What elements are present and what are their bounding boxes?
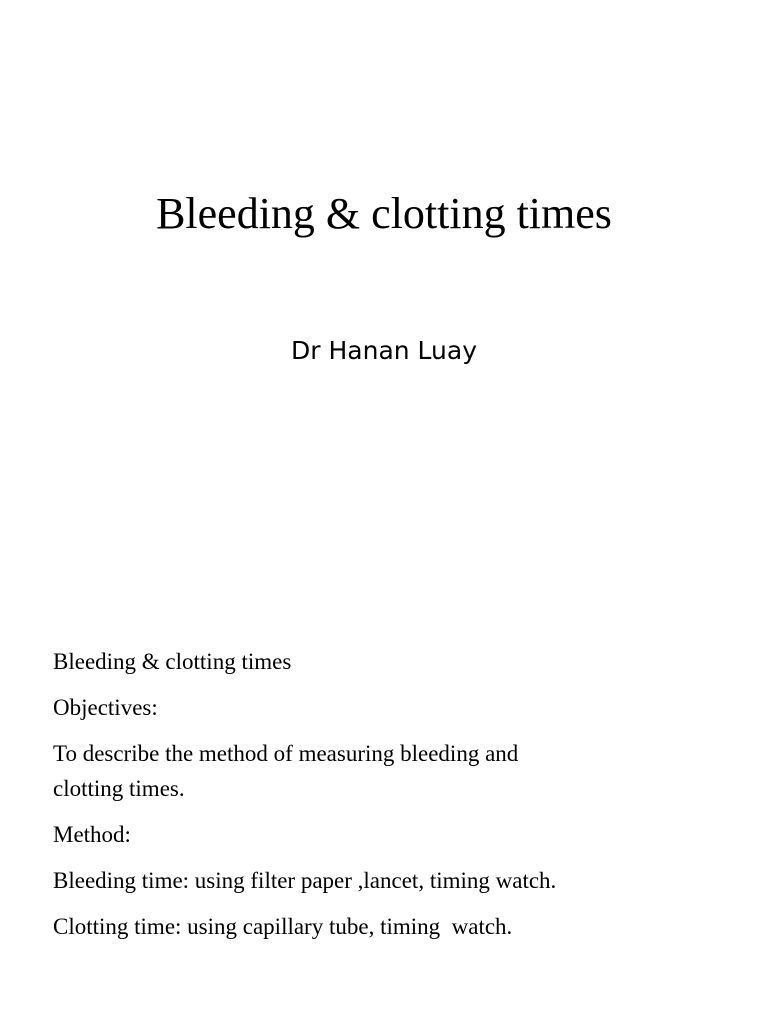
- section-heading: Bleeding & clotting times: [53, 649, 292, 674]
- bleeding-time-method: Bleeding time: using filter paper ,lancet, timing watch.: [53, 868, 557, 893]
- author-name: Dr Hanan Luay: [291, 336, 477, 365]
- objective-text-line-1: To describe the method of measuring bleeding and: [53, 741, 519, 766]
- clotting-time-method: Clotting time: using capillary tube, timing watch.: [53, 914, 513, 939]
- document-title: Bleeding & clotting times: [156, 189, 612, 238]
- method-label: Method:: [53, 822, 131, 847]
- objective-text-line-2: clotting times.: [53, 776, 185, 801]
- objectives-label: Objectives:: [53, 695, 158, 720]
